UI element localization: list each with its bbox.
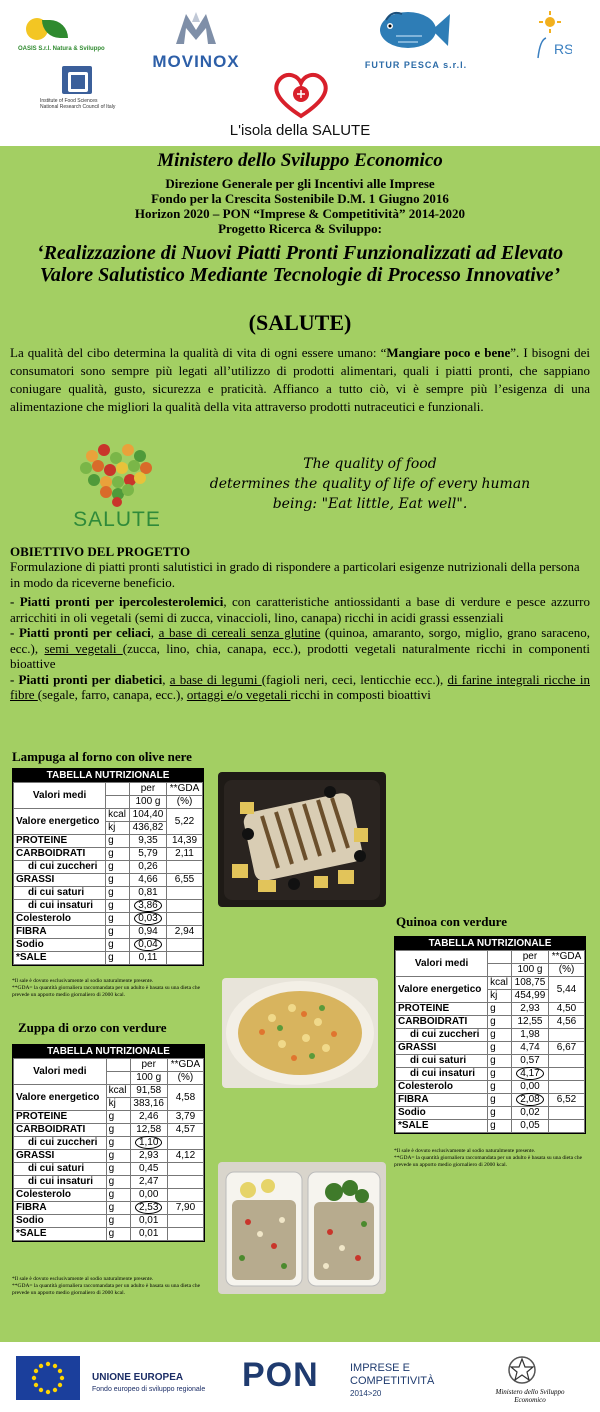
nutrient-gda: 4,50 [549,1003,585,1016]
table-row [14,1202,204,1215]
circled-value: 0,04 [134,938,161,951]
nutrient-label: CARBOIDRATI [396,1016,488,1029]
col-per: per [130,1059,167,1072]
nutrient-gda [167,913,203,926]
nutrient-gda [167,1189,203,1202]
funding-line: Direzione Generale per gli Incentivi alle Imprese [165,176,435,191]
energy-kj: 436,82 [129,822,166,835]
intro-text: ”. I bisogni dei consumatori sono sempre più legati all’utilizzo di prodotti alimentari, quali i piatti pronti, che sappiano coniugare qualità, gusto, sicurezza e praticità. Affianco a tutto ciò, vi è sempre più l’esigenza di una alimentazione che migliori la qualità della vita attraverso prodotti nutraceutici e funzionali. [10,345,591,414]
nutrient-value: 2,93 [511,1003,548,1016]
nutrient-label: *SALE [396,1120,488,1133]
nutrient-value [129,900,166,913]
nutrient-value: 0,05 [511,1120,548,1133]
nutrient-label: FIBRA [396,1094,488,1107]
table-header: TABELLA NUTRIZIONALE [395,937,585,950]
nutrient-gda [167,900,203,913]
nutrient-label: Colesterolo [396,1081,488,1094]
nutrient-gda: 3,79 [167,1111,203,1124]
col-per: per [129,783,166,796]
nutrient-value: 4,74 [511,1042,548,1055]
circled-value: 3,86 [134,899,161,912]
nutrient-value: 0,01 [130,1228,167,1241]
table-row [14,1111,204,1124]
table-row [14,1150,204,1163]
nutrient-value: 0,45 [130,1163,167,1176]
dish-title: Quinoa con verdure [396,914,507,929]
energy-kcal: 104,40 [129,809,166,822]
nutrient-label: di cui saturi [396,1055,488,1068]
nutrient-gda: 4,56 [549,1016,585,1029]
unit: g [106,887,130,900]
circled-value: 1,10 [135,1136,162,1149]
nutrient-gda: 2,94 [167,926,203,939]
nutrient-value: 0,26 [129,861,166,874]
unit: g [106,1137,130,1150]
pon-years: 2014>20 [350,1389,382,1398]
col-valori-medi: Valori medi [14,783,106,809]
nutrient-label: di cui zuccheri [14,861,106,874]
nutrient-label: Sodio [14,939,106,952]
energy-label: Valore energetico [396,977,488,1003]
nutrient-gda [549,1081,585,1094]
objective-item-diabetic: - Piatti pronti per diabetici, a base di legumi (fagioli neri, ceci, lenticchie ecc.), di farine integrali ricche in fibre (segale, farro, canapa, ecc.), ortaggi e/o vegetali ricchi in composti bioattivi [10,671,590,702]
energy-label: Valore energetico [14,1085,107,1111]
table-row [14,1228,204,1241]
energy-kj: 383,16 [130,1098,167,1111]
isp-logo-text: Institute of Food Sciences [40,98,98,104]
nutrient-label: Sodio [14,1215,107,1228]
nutrient-label: PROTEINE [14,1111,107,1124]
nutrient-label: GRASSI [396,1042,488,1055]
unit: g [106,939,130,952]
nutrient-gda: 6,55 [167,874,203,887]
eu-flag-icon [16,1356,80,1400]
table-row [396,1042,585,1055]
nutrient-gda [549,1029,585,1042]
nutrient-label: GRASSI [14,874,106,887]
nutrient-value: 2,93 [130,1150,167,1163]
nutrient-label: Colesterolo [14,1189,107,1202]
nutrient-gda: 4,12 [167,1150,203,1163]
energy-gda: 4,58 [167,1085,203,1111]
dish-title: Zuppa di orzo con verdure [18,1020,167,1035]
unit: g [488,1081,512,1094]
unit: g [488,1107,512,1120]
circled-value: 2,08 [516,1093,543,1106]
nutrient-gda: 7,90 [167,1202,203,1215]
dish-title: Lampuga al forno con olive nere [12,749,192,764]
movinox-logo [146,10,246,70]
unit: g [488,1003,512,1016]
nutrient-gda: 4,57 [167,1124,203,1137]
quote-line: The quality of food [303,456,437,472]
nutrient-label: FIBRA [14,1202,107,1215]
nutrient-label: PROTEINE [396,1003,488,1016]
unit: kcal [106,1085,130,1098]
nutrient-label: di cui insaturi [14,900,106,913]
movinox-logo-text: MOVINOX [152,52,240,71]
nutrient-value [130,1202,167,1215]
col-valori-medi: Valori medi [396,951,488,977]
table-row [396,1029,585,1042]
unit: g [106,1111,130,1124]
nutrient-label: FIBRA [14,926,106,939]
header [0,0,600,146]
nutrient-gda [167,1137,203,1150]
nutrient-value: 5,79 [129,848,166,861]
unit: g [488,1042,512,1055]
nutrient-label: di cui insaturi [14,1176,107,1189]
nutrient-label: *SALE [14,952,106,965]
col-pct: (%) [549,964,585,977]
funding-line: Horizon 2020 – PON “Imprese & Competitività” 2014-2020 [134,206,466,221]
unit: kcal [488,977,512,990]
salute-heart-icon [62,438,172,510]
col-valori-medi: Valori medi [14,1059,107,1085]
nutrient-gda [549,1068,585,1081]
table-row [14,835,203,848]
table-header: TABELLA NUTRIZIONALE [13,769,203,782]
nutrient-gda [167,1176,203,1189]
col-gda: **GDA [167,1059,203,1072]
nutrient-gda: 6,67 [549,1042,585,1055]
nutrient-gda: 6,52 [549,1094,585,1107]
unit: g [106,926,130,939]
nutrient-value: 0,94 [129,926,166,939]
footer [0,1342,600,1412]
nutrient-gda [549,1120,585,1133]
nutrient-value: 9,35 [129,835,166,848]
funding-line: Progetto Ricerca & Sviluppo: [218,221,382,236]
project-title: ‘Realizzazione di Nuovi Piatti Pronti Funzionalizzati ad Elevato Valore Salutistico Mediante Tecnologie di Processo Innovative’ [36,242,564,286]
unit: g [106,1176,130,1189]
salute-logo-text: SALUTE [73,508,161,531]
table-row [396,1068,585,1081]
table-row [14,939,203,952]
energy-gda: 5,22 [167,809,203,835]
table-row [14,1163,204,1176]
nutrient-value: 0,02 [511,1107,548,1120]
table-row [14,926,203,939]
futur-pesca-logo [356,6,476,72]
project-acronym: (SALUTE) [248,310,352,335]
nutrient-value: 0,81 [129,887,166,900]
col-per100: 100 g [511,964,548,977]
nutrient-gda [549,1055,585,1068]
table-row [396,1081,585,1094]
nutrient-value [511,1068,548,1081]
nutrient-gda [167,952,203,965]
table-row [14,848,203,861]
rs-logo [532,10,572,64]
dish-photo-quinoa [218,1162,386,1294]
table-row [14,1124,204,1137]
nutrient-label: di cui saturi [14,887,106,900]
oasis-logo-text: OASIS S.r.l. Natura & Sviluppo [18,46,105,52]
unit: g [488,1120,512,1133]
energy-kj: 454,99 [511,990,548,1003]
isp-logo-subtext: National Research Council of Italy [40,104,116,110]
salute-logo [62,438,172,534]
nutrient-gda [167,1215,203,1228]
unit: g [106,900,130,913]
table-row [14,1137,204,1150]
objective-item-hypercholesterolemic: - Piatti pronti per ipercolesterolemici, con caratteristiche antiossidanti a base di verdure e pesce azzurro arricchiti in oli vegetali (semi di zucca, vinaccioli, lino, canapa) ricchi in acidi grassi essenziali [10,594,590,625]
objective-text: Formulazione di piatti pronti salutistici in grado di rispondere a particolari esigenze nutrizionali della persona in modo da riceverne beneficio. [10,559,580,590]
table-row [396,1016,585,1029]
quality-quote [200,454,540,514]
nutrient-label: di cui saturi [14,1163,107,1176]
unit: g [106,1189,130,1202]
nutrient-label: Colesterolo [14,913,106,926]
nutrient-gda: 2,11 [167,848,203,861]
unit: g [106,913,130,926]
energy-label: Valore energetico [14,809,106,835]
funding-info [0,176,600,236]
nutrition-table [394,936,586,1134]
nutrient-value: 4,66 [129,874,166,887]
circled-value: 2,53 [135,1201,162,1214]
nutrient-label: *SALE [14,1228,107,1241]
col-gda: **GDA [549,951,585,964]
unit: g [106,1124,130,1137]
unit: g [106,1228,130,1241]
table-row [396,1055,585,1068]
nutrition-table [12,1044,205,1242]
unit: g [488,1094,512,1107]
circled-value: 0,03 [134,912,161,925]
unit: g [106,848,130,861]
table-row [396,1003,585,1016]
unit: g [488,1055,512,1068]
table-row [396,1107,585,1120]
nutrient-value: 0,57 [511,1055,548,1068]
intro-text: La qualità del cibo determina la qualità di vita di ogni essere umano: “ [10,345,387,360]
unit: g [106,1150,130,1163]
mise-logo-text: Ministero dello Sviluppo Economico [495,1388,565,1404]
objective-heading: OBIETTIVO DEL PROGETTO [10,544,191,559]
unit: g [106,874,130,887]
nutrient-value: 12,58 [130,1124,167,1137]
energy-kcal: 108,75 [511,977,548,990]
nutrient-label: GRASSI [14,1150,107,1163]
table-header: TABELLA NUTRIZIONALE [13,1045,204,1058]
unit: kj [106,1098,130,1111]
table-row [14,913,203,926]
pon-logo: PON [242,1356,319,1394]
nutrient-label: di cui zuccheri [14,1137,107,1150]
nutrient-gda [167,861,203,874]
italian-republic-emblem-icon [506,1354,538,1386]
eu-subtitle: Fondo europeo di sviluppo regionale [92,1386,206,1393]
nutrient-label: Sodio [396,1107,488,1120]
nutrient-gda [549,1107,585,1120]
nutrient-value: 2,47 [130,1176,167,1189]
table-row [14,1176,204,1189]
energy-kcal: 91,58 [130,1085,167,1098]
table-row [14,874,203,887]
energy-gda: 5,44 [549,977,585,1003]
table-note: *Il sale è dovuto esclusivamente al sodio naturalmente presente. **GDA= la quantità giornaliera raccomandata per un adulto è basata su una dieta che prevede un apporto medio giornaliero di 2000 kcal. [394,1148,583,1168]
col-gda: **GDA [167,783,203,796]
nutrient-gda [167,1228,203,1241]
nutrient-label: CARBOIDRATI [14,848,106,861]
nutrient-value: 2,46 [130,1111,167,1124]
isp-logo [40,66,150,118]
dish-photo-lampuga [218,772,386,907]
col-per100: 100 g [130,1072,167,1085]
unit: g [106,1163,130,1176]
futur-pesca-logo-text: FUTUR PESCA s.r.l. [364,60,468,70]
unit: g [106,1202,130,1215]
nutrient-gda [167,939,203,952]
nutrient-value: 12,55 [511,1016,548,1029]
eu-title: UNIONE EUROPEA [92,1372,184,1383]
ministry-title: Ministero dello Sviluppo Economico [157,150,443,171]
nutrient-value: 0,01 [130,1215,167,1228]
objective-item-celiac: - Piatti pronti per celiaci, a base di cereali senza glutine (quinoa, amaranto, sorgo, miglio, grano saraceno, ecc.), semi vegetali (zucca, lino, chia, canapa, ecc.), prodotti vegetali naturalmente ricchi in componenti bioattive [10,625,591,671]
oasis-logo [18,16,105,56]
unit: g [488,1068,512,1081]
nutrient-gda [167,1163,203,1176]
nutrient-value: 1,98 [511,1029,548,1042]
poster-body [0,146,600,1342]
objective-list [10,594,590,703]
rs-logo-text: RS [554,41,572,57]
nutrient-value [129,939,166,952]
nutrient-label: di cui insaturi [396,1068,488,1081]
unit: g [488,1029,512,1042]
nutrition-table [12,768,204,966]
quote-line: determines the quality of life of every human [209,476,531,492]
nutrient-value [129,913,166,926]
unit: kj [488,990,512,1003]
nutrient-value: 0,00 [130,1189,167,1202]
table-row [14,952,203,965]
unit: g [106,835,130,848]
nutrient-label: CARBOIDRATI [14,1124,107,1137]
nutrient-gda [167,887,203,900]
table-row [14,887,203,900]
pon-line: IMPRESE E [350,1362,410,1374]
table-note: *Il sale è dovuto esclusivamente al sodio naturalmente presente. **GDA= la quantità giornaliera raccomandata per un adulto è basata su una dieta che prevede un apporto medio giornaliero di 2000 kcal. [12,1276,201,1296]
brand-isola-salute: L'isola della SALUTE [229,122,371,139]
nutrient-gda: 14,39 [167,835,203,848]
funding-line: Fondo per la Crescita Sostenibile D.M. 1 Giugno 2016 [151,191,449,206]
nutrient-label: PROTEINE [14,835,106,848]
table-row [396,1094,585,1107]
col-pct: (%) [167,1072,203,1085]
table-row [14,900,203,913]
pon-line: COMPETITIVITÀ [350,1375,435,1387]
col-per100: 100 g [129,796,166,809]
unit: kcal [106,809,130,822]
unit: g [106,1215,130,1228]
nutrient-value [511,1094,548,1107]
intro-motto: Mangiare poco e bene [386,345,511,360]
intro-paragraph [10,344,590,416]
table-row [14,1189,204,1202]
nutrient-label: di cui zuccheri [396,1029,488,1042]
table-row [396,1120,585,1133]
table-row [14,861,203,874]
table-note: *Il sale è dovuto esclusivamente al sodio naturalmente presente. **GDA= la quantità giornaliera raccomandata per un adulto è basata su una dieta che prevede un apporto medio giornaliero di 2000 kcal. [12,978,201,998]
unit: g [106,861,130,874]
unit: g [106,952,130,965]
nutrient-value: 0,00 [511,1081,548,1094]
dish-photo-zuppa [222,978,378,1088]
nutrient-value [130,1137,167,1150]
col-per: per [511,951,548,964]
unit: kj [106,822,130,835]
nutrient-value: 0,11 [129,952,166,965]
table-row [14,1215,204,1228]
isola-salute-heart-logo [266,70,336,120]
unit: g [488,1016,512,1029]
quote-line: being: "Eat little, Eat well". [272,496,468,512]
circled-value: 4,17 [516,1067,543,1080]
col-pct: (%) [167,796,203,809]
